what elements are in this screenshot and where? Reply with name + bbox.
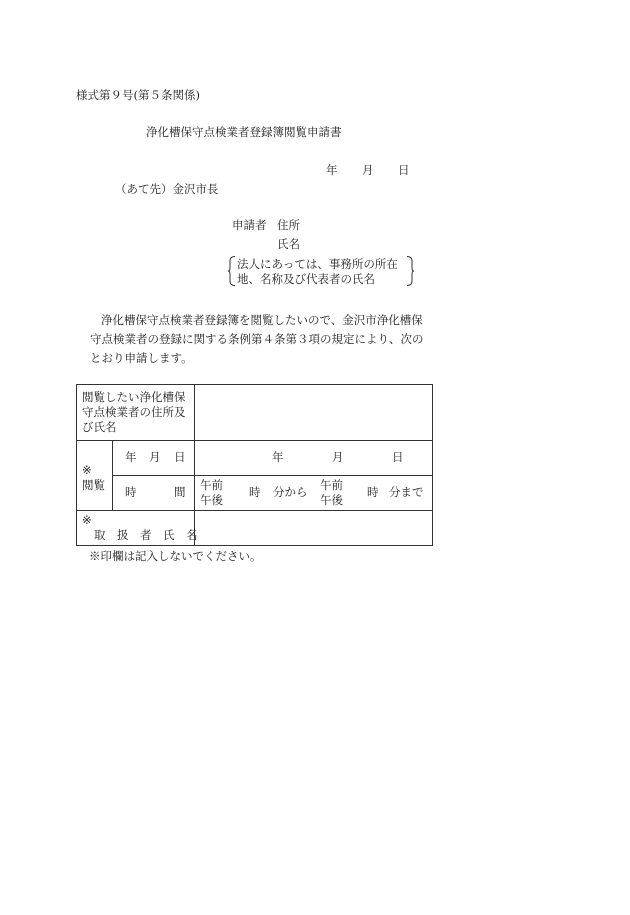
pm2-label: 午後 [320,493,343,507]
date-sub-cell [113,441,195,476]
body-line3: とおり申請します。 [90,351,193,365]
form-number: 様式第９号(第５条関係) [76,88,200,102]
hour2-label: 時 [367,485,379,499]
handler-label: 取 扱 者 氏 名 [94,528,198,542]
application-table [76,384,433,546]
sub-time-2: 間 [174,485,186,499]
date-month-label: 月 [362,163,374,177]
page-title: 浄化槽保守点検業者登録簿閲覧申請書 [146,125,342,139]
date-day-label: 日 [398,163,410,177]
address-label: 住所 [277,218,300,232]
target-input-cell[interactable] [195,385,433,441]
handler-kome: ※ [82,513,92,527]
hour-label: 時 [249,485,261,499]
sub-time-1: 時 [125,485,137,499]
date-year-label: 年 [326,163,338,177]
value-month: 月 [332,450,344,464]
handler-label-cell [77,511,198,546]
target-label-line3: び氏名 [82,420,117,434]
body-line2: 守点検業者の登録に関する条例第４条第３項の規定により、次の [90,332,424,346]
am-label: 午前 [200,478,223,492]
am2-label: 午前 [320,478,343,492]
footnote: ※印欄は記入しないでください。 [89,549,262,563]
body-line1: 浄化槽保守点検業者登録簿を閲覧したいので、金沢市浄化槽保 [101,313,423,327]
sub-day: 日 [174,450,186,464]
from-label: 分から [273,485,308,499]
target-label-line2: 守点検業者の住所及 [82,405,186,419]
sub-month: 月 [149,450,161,464]
sub-year: 年 [125,450,137,464]
handler-input-cell[interactable] [195,511,433,546]
etsuran-cell [77,441,113,511]
target-label-line1: 閲覧したい浄化槽保 [82,390,186,404]
etsuran-kome: ※ [82,462,92,477]
time-sub-cell [113,476,195,511]
pm-label: 午後 [200,493,223,507]
corp-note-line1: 法人にあっては、事務所の所在 [237,257,398,271]
addressee: （あて先）金沢市長 [115,182,219,196]
date-value-cell[interactable] [195,441,433,476]
corp-note-line2: 地、名称及び代表者の氏名 [237,272,375,286]
right-bracket [406,256,414,286]
until-label: 分まで [389,485,424,499]
target-label-cell [77,385,195,441]
value-day: 日 [392,450,404,464]
name-label: 氏名 [277,237,300,251]
left-bracket [228,256,236,286]
time-value-cell[interactable] [195,476,433,511]
etsuran-label: 閲覧 [82,477,105,492]
value-year: 年 [272,450,284,464]
applicant-label: 申請者 [232,218,267,232]
